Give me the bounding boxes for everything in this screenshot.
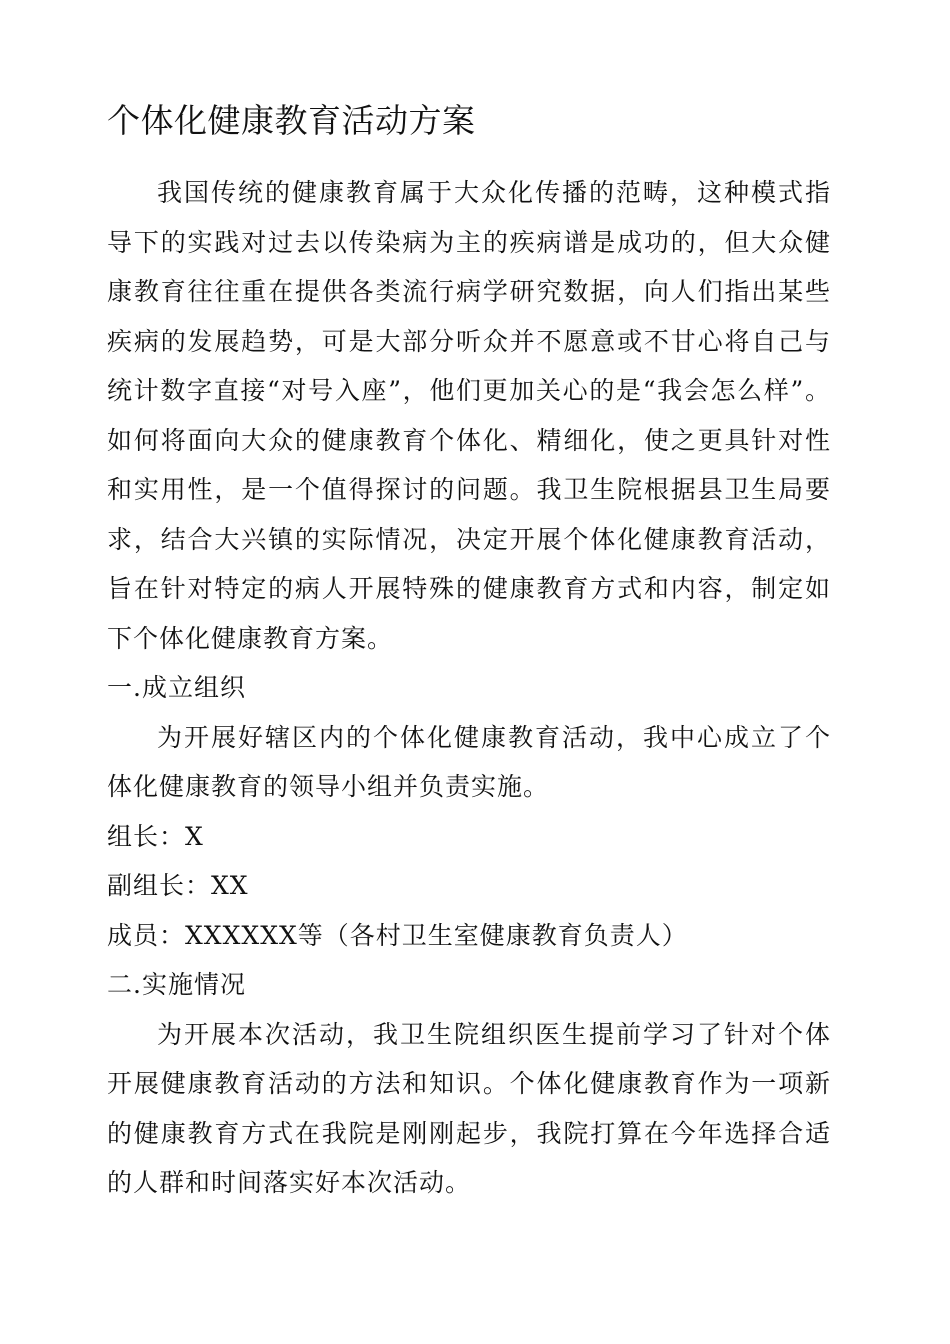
document-body [107,168,831,1208]
leader-line: 组长：X [107,821,204,851]
organization-paragraph: 为开展好辖区内的个体化健康教育活动，我中心成立了个体化健康教育的领导小组并负责实施。 [107,722,831,801]
intro-paragraph: 我国传统的健康教育属于大众化传播的范畴，这种模式指导下的实践对过去以传染病为主的疾病谱是成功的，但大众健康教育往往重在提供各类流行病学研究数据，向人们指出某些疾病的发展趋势，可是大部分听众并不愿意或不甘心将自己与统计数字直接“对号入座”，他们更加关心的是“我会怎么样”。如何将面向大众的健康教育个体化、精细化，使之更具针对性和实用性，是一个值得探讨的问题。我卫生院根据县卫生局要求，结合大兴镇的实际情况，决定开展个体化健康教育活动，旨在针对特定的病人开展特殊的健康教育方式和内容，制定如下个体化健康教育方案。 [107,178,831,653]
section-heading-implementation: 二.实施情况 [107,970,246,999]
section-heading-organization: 一.成立组织 [107,673,246,702]
members-line: 成员：XXXXXX等（各村卫生室健康教育负责人） [107,920,688,950]
document-title: 个体化健康教育活动方案 [107,101,476,140]
implementation-paragraph: 为开展本次活动，我卫生院组织医生提前学习了针对个体开展健康教育活动的方法和知识。个体化健康教育作为一项新的健康教育方式在我院是刚刚起步，我院打算在今年选择合适的人群和时间落实好本次活动。 [107,1019,831,1197]
deputy-leader-line: 副组长：XX [107,871,249,900]
